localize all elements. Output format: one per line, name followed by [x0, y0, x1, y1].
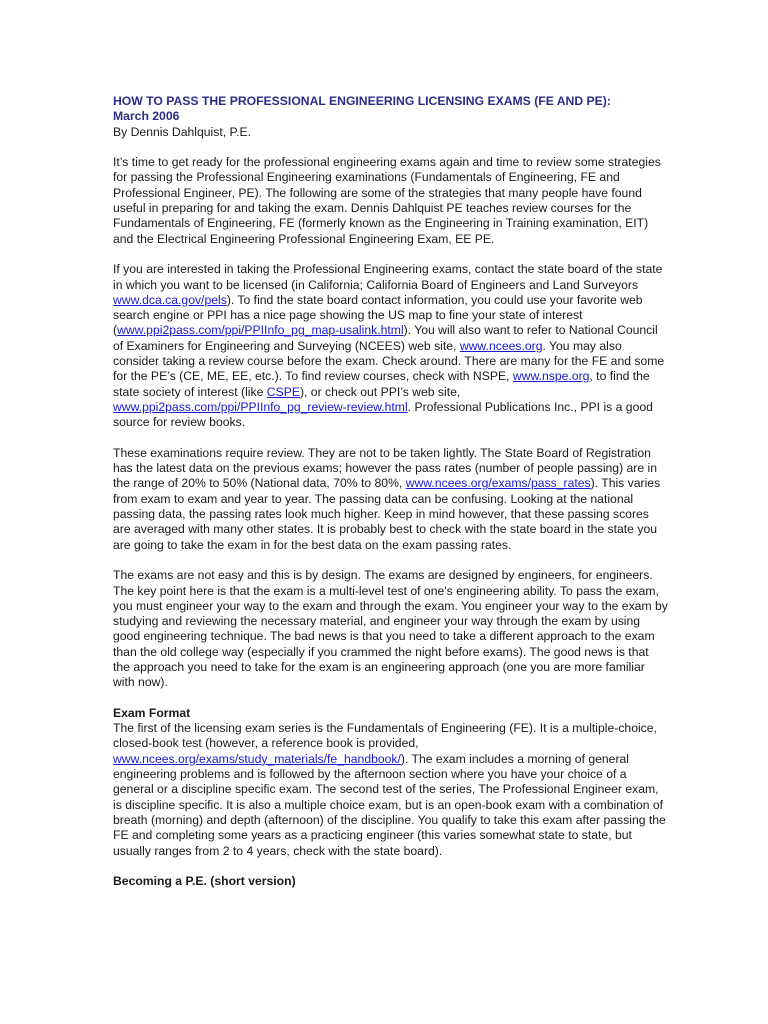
- link-ppi-map[interactable]: www.ppi2pass.com/ppi/PPIInfo_pg_map-usalink.html: [117, 323, 404, 338]
- text-segment: ). To find the state board contact information, you could use your favorite web search engine or PPI has a nice page showing the US map to fine your state of interest (: [113, 292, 643, 338]
- link-ncees[interactable]: www.ncees.org: [459, 338, 543, 353]
- link-fe-handbook[interactable]: www.ncees.org/exams/study_materials/fe_handbook/: [113, 751, 401, 766]
- section-heading-becoming-pe: Becoming a P.E. (short version): [113, 874, 296, 889]
- link-dca-pels[interactable]: www.dca.ca.gov/pels: [113, 292, 227, 307]
- text-segment: , to find the state society of interest (like: [113, 369, 650, 399]
- title-line-2: March 2006: [113, 109, 180, 124]
- paragraph-approach: The exams are not easy and this is by design. The exams are designed by engineers, for engineers. The key point here is that the exam is a multi-level test of one's engineering ability. To pass the exam, you must engineer your way to the exam and through the exam. You engineer your way to the exam by studying and reviewing the necessary material, and engineer your way through the exam by using good engineering technique. The bad news is that you need to take a different approach to the exam than the old college way (especially if you crammed the night before exams). The good news is that the approach you need to take for the exam is an engineering approach (one you are more familiar with now).: [113, 568, 668, 690]
- text-segment: ), or check out PPI’s web site,: [299, 384, 461, 399]
- document-title: [113, 94, 668, 125]
- paragraph-exam-format: [113, 721, 668, 859]
- link-nspe[interactable]: www.nspe.org: [512, 369, 590, 384]
- title-line-1: HOW TO PASS THE PROFESSIONAL ENGINEERING LICENSING EXAMS (FE AND PE):: [113, 94, 611, 108]
- link-ppi-review[interactable]: www.ppi2pass.com/ppi/PPIInfo_pg_review-review.html: [113, 399, 408, 414]
- text-segment: If you are interested in taking the Professional Engineering exams, contact the state board of the state in which you want to be licensed (in California; California Board of Engineers and Land Surveyors: [113, 262, 663, 292]
- byline: By Dennis Dahlquist, P.E.: [113, 124, 251, 139]
- text-segment: ). This varies from exam to exam and year to year. The passing data can be confusing. Looking at the national passing data, the passing rates look much higher. Keep in mind however, that these passing scores are averaged with many other states. It is probably best to check with the state board in the state you are going to take the exam in for the best data on the exam passing rates.: [113, 476, 661, 552]
- paragraph-contacts: [113, 262, 668, 430]
- text-segment: . Professional Publications Inc., PPI is a good source for review books.: [113, 399, 653, 430]
- link-ncees-pass-rates[interactable]: www.ncees.org/exams/pass_rates: [405, 476, 591, 491]
- section-heading-exam-format: Exam Format: [113, 705, 191, 720]
- text-segment: . You may also consider taking a review course before the exam. Check around. There are many for the FE and some for the PE’s (CE, ME, EE, etc.). To find review courses, check with NSPE,: [113, 338, 665, 384]
- paragraph-intro: It’s time to get ready for the professional engineering exams again and time to review some strategies for passing the Professional Engineering examinations (Fundamentals of Engineering, FE and Professional Engineer, PE). The following are some of the strategies that many people have found useful in preparing for and taking the exam. Dennis Dahlquist PE teaches review courses for the Fundamentals of Engineering, FE (formerly known as the Engineering in Training examination, EIT) and the Electrical Engineering Professional Engineering Exam, EE PE.: [113, 155, 661, 246]
- text-segment: The first of the licensing exam series is the Fundamentals of Engineering (FE). It is a multiple-choice, closed-book test (however, a reference book is provided,: [113, 721, 657, 751]
- text-segment: These examinations require review. They are not to be taken lightly. The State Board of Registration has the latest data on the previous exams; however the pass rates (number of people passing) are in the range of 20% to 50% (National data, 70% to 80%,: [113, 445, 658, 491]
- link-cspe[interactable]: CSPE: [266, 384, 300, 399]
- text-segment: ). You will also want to refer to National Council of Examiners for Engineering and Surveying (NCEES) web site,: [113, 323, 658, 353]
- text-segment: ). The exam includes a morning of general engineering problems and is followed by the afternoon section where you have your choice of a general or a discipline specific exam. The second test of the series, The Professional Engineer exam, is discipline specific. It is also a multiple choice exam, but is an open-book exam with a combination of breath (morning) and depth (afternoon) of the discipline. You qualify to take this exam after passing the FE and completing some years as a practicing engineer (this varies somewhat state to state, but usually ranges from 2 to 4 years, check with the state board).: [113, 751, 666, 858]
- paragraph-pass-rates: [113, 446, 668, 553]
